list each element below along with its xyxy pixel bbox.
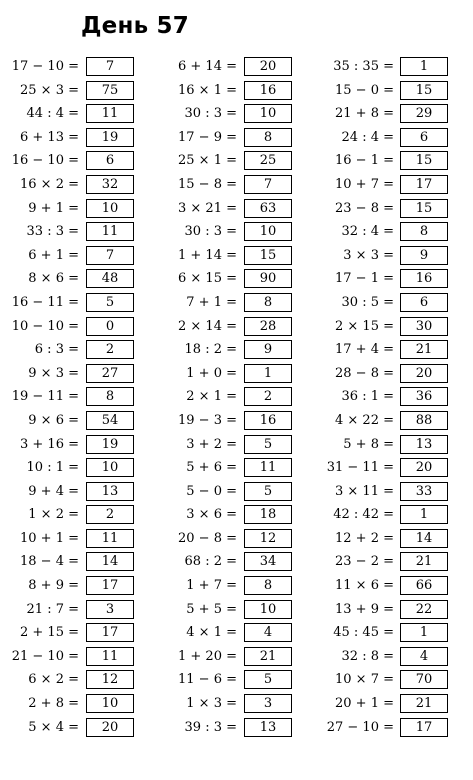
answer-box: 12 [244, 529, 292, 548]
answer-box: 13 [86, 482, 134, 501]
answer-box: 17 [400, 175, 448, 194]
answer-box: 16 [244, 411, 292, 430]
answer-box: 4 [244, 623, 292, 642]
exercise-expression: 12 + 2 = [335, 530, 394, 546]
exercise-expression: 21 + 8 = [335, 106, 394, 122]
answer-box: 1 [400, 623, 448, 642]
answer-box: 10 [244, 222, 292, 241]
exercise-expression: 1 + 0 = [186, 365, 237, 381]
answer-box: 14 [400, 529, 448, 548]
exercise-expression: 10 : 1 = [26, 460, 79, 476]
exercise-expression: 6 + 14 = [178, 59, 237, 74]
answer-box: 88 [400, 411, 448, 430]
answer-box: 6 [400, 293, 448, 312]
answer-box: 17 [400, 718, 448, 737]
exercise-expression: 10 × 7 = [335, 672, 394, 688]
exercise-expression: 20 − 8 = [178, 530, 237, 546]
answer-box: 14 [86, 552, 134, 571]
answer-box: 10 [244, 104, 292, 123]
exercise-expression: 36 : 1 = [341, 389, 394, 405]
exercise-expression: 11 − 6 = [178, 672, 237, 688]
answer-box: 32 [86, 175, 134, 194]
answer-box: 16 [400, 269, 448, 288]
exercise-expression: 3 × 11 = [335, 483, 394, 499]
answer-box: 20 [244, 57, 292, 76]
answer-box: 4 [400, 647, 448, 666]
answer-box: 1 [244, 364, 292, 383]
exercise-expression: 1 × 3 = [186, 696, 237, 712]
exercise-expression: 17 − 1 = [335, 271, 394, 287]
answer-box: 5 [244, 670, 292, 689]
exercise-expression: 6 + 13 = [20, 129, 79, 145]
exercise-expression: 17 − 10 = [11, 59, 79, 74]
answer-box: 5 [244, 482, 292, 501]
answer-box: 11 [86, 529, 134, 548]
answer-box: 75 [86, 81, 134, 100]
exercise-expression: 30 : 3 = [184, 224, 237, 240]
exercise-expression: 44 : 4 = [26, 106, 79, 122]
answer-box: 25 [244, 151, 292, 170]
answer-box: 70 [400, 670, 448, 689]
exercise-expression: 19 − 11 = [11, 389, 79, 405]
answer-box: 9 [244, 340, 292, 359]
exercise-expression: 1 + 20 = [178, 648, 237, 664]
answer-box: 13 [244, 718, 292, 737]
exercise-expression: 16 − 11 = [11, 294, 79, 310]
exercise-expression: 10 − 10 = [11, 318, 79, 334]
exercise-expression: 7 + 1 = [186, 294, 237, 310]
answer-box: 11 [244, 458, 292, 477]
answer-box: 7 [244, 175, 292, 194]
answer-box: 10 [86, 458, 134, 477]
exercise-expression: 24 : 4 = [341, 129, 394, 145]
answer-box: 54 [86, 411, 134, 430]
answer-box: 8 [244, 128, 292, 147]
answer-box: 12 [86, 670, 134, 689]
exercise-expression: 4 × 22 = [335, 412, 394, 428]
answer-box: 15 [400, 81, 448, 100]
exercise-expression: 18 − 4 = [20, 554, 79, 570]
answer-box: 34 [244, 552, 292, 571]
exercise-expression: 3 + 16 = [20, 436, 79, 452]
answer-box: 20 [400, 458, 448, 477]
answer-box: 8 [400, 222, 448, 241]
page-title: День 57 [81, 13, 189, 39]
exercise-expression: 68 : 2 = [184, 554, 237, 570]
exercise-expression: 6 × 2 = [28, 672, 79, 688]
answer-box: 21 [400, 340, 448, 359]
exercise-expression: 35 : 35 = [333, 59, 394, 74]
exercise-expression: 2 + 8 = [28, 696, 79, 712]
exercise-expression: 42 : 42 = [333, 507, 394, 523]
exercise-expression: 4 × 1 = [186, 625, 237, 641]
exercise-expression: 28 − 8 = [335, 365, 394, 381]
answer-box: 21 [400, 694, 448, 713]
answer-box: 15 [400, 151, 448, 170]
answer-box: 9 [400, 246, 448, 265]
answer-box: 18 [244, 505, 292, 524]
exercise-expression: 6 : 3 = [34, 342, 79, 358]
exercise-expression: 3 × 6 = [186, 507, 237, 523]
exercise-expression: 15 − 0 = [335, 82, 394, 98]
exercise-expression: 13 + 9 = [335, 601, 394, 617]
answer-box: 11 [86, 222, 134, 241]
exercise-expression: 9 + 1 = [28, 200, 79, 216]
answer-box: 66 [400, 576, 448, 595]
answer-box: 63 [244, 199, 292, 218]
answer-box: 8 [244, 576, 292, 595]
exercise-expression: 23 − 8 = [335, 200, 394, 216]
answer-box: 8 [244, 293, 292, 312]
answer-box: 10 [86, 694, 134, 713]
answer-box: 5 [86, 293, 134, 312]
exercise-expression: 45 : 45 = [333, 625, 394, 641]
exercise-expression: 11 × 6 = [335, 578, 394, 594]
exercise-expression: 2 × 15 = [335, 318, 394, 334]
exercise-expression: 2 + 15 = [20, 625, 79, 641]
exercise-expression: 10 + 7 = [335, 176, 394, 192]
answer-box: 22 [400, 600, 448, 619]
exercise-expression: 30 : 3 = [184, 106, 237, 122]
exercise-expression: 9 × 3 = [28, 365, 79, 381]
exercise-expression: 25 × 3 = [20, 82, 79, 98]
answer-box: 11 [86, 104, 134, 123]
answer-box: 36 [400, 387, 448, 406]
answer-box: 17 [86, 623, 134, 642]
answer-box: 21 [244, 647, 292, 666]
exercise-expression: 16 − 10 = [11, 153, 79, 169]
answer-box: 17 [86, 576, 134, 595]
exercise-expression: 21 : 7 = [26, 601, 79, 617]
answer-box: 20 [400, 364, 448, 383]
exercise-expression: 21 − 10 = [11, 648, 79, 664]
answer-box: 2 [244, 387, 292, 406]
answer-box: 20 [86, 718, 134, 737]
exercise-expression: 8 × 6 = [28, 271, 79, 287]
exercise-expression: 32 : 4 = [341, 224, 394, 240]
exercise-expression: 5 + 6 = [186, 460, 237, 476]
answer-box: 1 [400, 505, 448, 524]
answer-box: 6 [400, 128, 448, 147]
answer-box: 21 [400, 552, 448, 571]
exercise-expression: 20 + 1 = [335, 696, 394, 712]
answer-box: 48 [86, 269, 134, 288]
exercise-expression: 5 − 0 = [186, 483, 237, 499]
answer-box: 6 [86, 151, 134, 170]
answer-box: 10 [86, 199, 134, 218]
exercise-expression: 3 + 2 = [186, 436, 237, 452]
exercise-expression: 9 + 4 = [28, 483, 79, 499]
exercise-expression: 3 × 21 = [178, 200, 237, 216]
answer-box: 8 [86, 387, 134, 406]
exercise-expression: 33 : 3 = [26, 224, 79, 240]
exercise-expression: 5 + 5 = [186, 601, 237, 617]
exercise-expression: 2 × 1 = [186, 389, 237, 405]
answer-box: 19 [86, 435, 134, 454]
answer-box: 0 [86, 317, 134, 336]
answer-box: 29 [400, 104, 448, 123]
answer-box: 10 [244, 600, 292, 619]
exercise-expression: 10 + 1 = [20, 530, 79, 546]
answer-box: 1 [400, 57, 448, 76]
answer-box: 5 [244, 435, 292, 454]
exercise-expression: 1 × 2 = [28, 507, 79, 523]
exercise-expression: 8 + 9 = [28, 578, 79, 594]
exercise-expression: 5 + 8 = [343, 436, 394, 452]
exercise-expression: 9 × 6 = [28, 412, 79, 428]
exercise-expression: 27 − 10 = [326, 719, 394, 735]
answer-box: 2 [86, 505, 134, 524]
exercise-expression: 1 + 7 = [186, 578, 237, 594]
exercise-expression: 23 − 2 = [335, 554, 394, 570]
answer-box: 7 [86, 57, 134, 76]
exercise-expression: 2 × 14 = [178, 318, 237, 334]
exercise-expression: 5 × 4 = [28, 719, 79, 735]
answer-box: 15 [244, 246, 292, 265]
answer-box: 7 [86, 246, 134, 265]
answer-box: 27 [86, 364, 134, 383]
answer-box: 11 [86, 647, 134, 666]
exercise-expression: 15 − 8 = [178, 176, 237, 192]
answer-box: 2 [86, 340, 134, 359]
answer-box: 30 [400, 317, 448, 336]
answer-box: 3 [86, 600, 134, 619]
answer-box: 16 [244, 81, 292, 100]
exercise-expression: 3 × 3 = [343, 247, 394, 263]
exercise-expression: 1 + 14 = [178, 247, 237, 263]
answer-box: 90 [244, 269, 292, 288]
exercise-expression: 16 × 1 = [178, 82, 237, 98]
exercise-expression: 6 + 1 = [28, 247, 79, 263]
exercise-expression: 25 × 1 = [178, 153, 237, 169]
answer-box: 13 [400, 435, 448, 454]
exercise-expression: 6 × 15 = [178, 271, 237, 287]
exercise-expression: 19 − 3 = [178, 412, 237, 428]
answer-box: 33 [400, 482, 448, 501]
exercise-expression: 32 : 8 = [341, 648, 394, 664]
answer-box: 19 [86, 128, 134, 147]
exercise-expression: 17 + 4 = [335, 342, 394, 358]
exercise-expression: 39 : 3 = [184, 719, 237, 735]
exercise-expression: 18 : 2 = [184, 342, 237, 358]
answer-box: 15 [400, 199, 448, 218]
exercise-expression: 16 × 2 = [20, 176, 79, 192]
answer-box: 28 [244, 317, 292, 336]
exercise-expression: 16 − 1 = [335, 153, 394, 169]
exercise-expression: 17 − 9 = [178, 129, 237, 145]
exercise-expression: 31 − 11 = [326, 460, 394, 476]
exercise-expression: 30 : 5 = [341, 294, 394, 310]
answer-box: 3 [244, 694, 292, 713]
